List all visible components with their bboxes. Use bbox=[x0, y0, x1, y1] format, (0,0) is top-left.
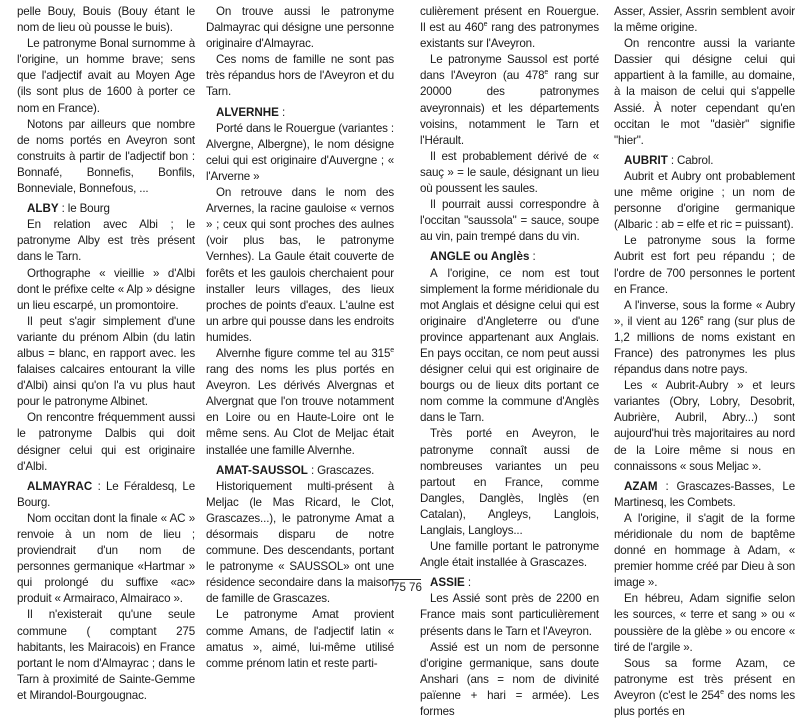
page-number-right: 76 bbox=[409, 581, 422, 594]
paragraph: Assié est un nom de personne d'origine germanique, sans doute Anshari (ans = nom de divinité païenne + hari = armée). Les formes bbox=[420, 640, 599, 719]
paragraph: Notons par ailleurs que nombre de noms portés en Aveyron sont construits à partir de l'adjectif bon : Bonnafé, Bonnefis, Bonfils, Bonneviale, Bonnefous, ... bbox=[17, 117, 195, 196]
place-names: : Grascazes. bbox=[307, 463, 375, 477]
paragraph: Ces noms de famille ne sont pas très répandus hors de l'Aveyron et du Tarn. bbox=[206, 53, 394, 99]
place-names: : bbox=[529, 250, 536, 264]
continued-paragraph: pelle Bouy, Bouis (Bouy étant le nom de lieu où pousse le buis). bbox=[17, 5, 195, 35]
place-names: : Cabrol. bbox=[667, 153, 714, 167]
entry-heading bbox=[614, 479, 795, 511]
entry-heading bbox=[17, 479, 195, 511]
paragraph: On rencontre aussi la variante Dassier qui désigne celui qui appartient à la famille, au domaine, à la maison de celui qui s'appelle Assié. À noter cependant qu'en occitan le mot "dasièr" signifie "hier". bbox=[614, 37, 795, 147]
ordinal-suffix: e bbox=[390, 347, 394, 355]
paragraph: On retrouve dans le nom des Arvernes, la racine gauloise « vernos » ; ceux qui sont proches des aulnes (voir plus bas, le patronyme Vernhes). La Gaule était couverte de forêts et les gaulois cherchaient pour installer leurs villages, des lieux proches de points d'eaux. L'aulne est un arbre qui pousse dans les endroits humides. bbox=[206, 186, 394, 344]
entry-heading bbox=[420, 575, 599, 591]
entry-heading bbox=[206, 105, 394, 121]
column-4 bbox=[614, 4, 795, 720]
paragraph: Sous sa forme Azam, ce patronyme est très présent en Aveyron (c'est le 254e des noms les plus portés en bbox=[614, 656, 795, 719]
paragraph: Porté dans le Rouergue (variantes : Alvergne, Albergne), le nom désigne celui qui est originaire d'Auvergne ; « l'Arverne » bbox=[206, 121, 394, 183]
paragraph: Les Assié sont près de 2200 en France mais sont particulièrement présents dans le Tarn et l'Aveyron. bbox=[420, 592, 599, 638]
surname-heading: ALMAYRAC bbox=[27, 479, 93, 493]
paragraph: Il pourrait aussi correspondre à l'occitan "saussola" = sauce, soupe au vin, pain trempé dans du vin. bbox=[420, 198, 599, 244]
paragraph: Une famille portant le patronyme Angle était installée à Grascazes. bbox=[420, 540, 599, 570]
place-names: : le Bourg bbox=[58, 202, 110, 216]
place-names: : Grascazes-Basses, Le Martinesq, les Combets. bbox=[614, 479, 795, 509]
paragraph: Nom occitan dont la finale « AC » renvoie à un nom de lieu ; proviendrait d'un nom de personnes germanique «Hartmar » qui prolongé du suffixe «ac» produit « Armairaco, Almairaco ». bbox=[17, 511, 195, 606]
entry-heading bbox=[17, 201, 195, 217]
ordinal-suffix: e bbox=[483, 21, 488, 29]
paragraph: Il est probablement dérivé de « sauç » = le saule, désignant un lieu où poussent les saules. bbox=[420, 149, 599, 196]
column-2 bbox=[206, 4, 394, 672]
place-names: : bbox=[464, 576, 471, 590]
entry-heading bbox=[420, 249, 599, 265]
paragraph: On trouve aussi le patronyme Dalmayrac qui désigne une personne originaire d'Almayrac. bbox=[206, 5, 394, 51]
paragraph: Aubrit et Aubry ont probablement une même origine ; un nom de personne d'origine germanique (Albaric : ab = elfe et ric = puissant). bbox=[614, 169, 795, 232]
paragraph: Le patronyme Saussol est porté dans l'Aveyron (au 478e rang sur 20000 des patronymes aveyronnais) et les départements voisins, notamment le Tarn et l'Hérault. bbox=[420, 53, 599, 147]
surname-heading: ALBY bbox=[27, 202, 59, 216]
paragraph: Le patronyme Bonal surnomme à l'origine, un homme brave; sens que l'adjectif avait au Moyen Age (ils sont plus de 1600 à porter ce nom en France). bbox=[17, 37, 195, 115]
paragraph: En hébreu, Adam signifie selon les sources, « terre et sang » ou « poussière de la glèbe » ou encore « tiré de l'argile ». bbox=[614, 592, 795, 654]
paragraph: Alvernhe figure comme tel au 315e rang des noms les plus portés en Aveyron. Les dérivés Alvergnas et Alvergnat que l'on trouve notamment en Loire ou en Haute-Loire ont le même sens. Au Clot de Meljac était installée une famille Alvernhe. bbox=[206, 346, 394, 457]
ordinal-suffix: e bbox=[544, 69, 549, 77]
paragraph: Il peut s'agir simplement d'une variante du prénom Albin (du latin albus = blanc, en rapport avec. les falaises calcaires entourant la ville d'Albi) ainsi qu'on l'a vu plus haut pour le patronyme Albinet. bbox=[17, 314, 195, 409]
place-names: : Le Féraldesq, Le Bourg. bbox=[17, 479, 195, 509]
paragraph: Historiquement multi-présent à Meljac (le Mas Ricard, le Clot, Grascazes...), le patronyme Amat a désormais disparu de notre commune. Des descendants, portant le patronyme « SAUSSOL» ont une résidence secondaire dans la maison de famille de Grascazes. bbox=[206, 479, 394, 606]
paragraph: Il n'existerait qu'une seule commune ( comptant 275 habitants, les Mairacois) en France portant le nom d'Almayrac ; dans le Tarn à proximité de Sainte-Gemme et Mirandol-Bourgougnac. bbox=[17, 608, 195, 702]
folio-rule bbox=[389, 579, 421, 580]
surname-heading: ASSIE bbox=[430, 576, 465, 590]
surname-heading: AUBRIT bbox=[624, 153, 668, 167]
surname-heading: AMAT-SAUSSOL bbox=[216, 463, 308, 477]
paragraph: Le patronyme Amat provient comme Amans, de l'adjectif latin « amatus », aimé, lui-même utilisé comme prénom latin et reste parti- bbox=[206, 608, 394, 670]
paragraph: On rencontre fréquemment aussi le patronyme Dalbis qui doit désigner celui qui est originaire d'Albi. bbox=[17, 411, 195, 473]
paragraph: Orthographe « vieillie » d'Albi dont le préfixe celte « Alp » désigne un lieu escarpé, un promontoire. bbox=[17, 266, 195, 312]
column-3 bbox=[420, 4, 599, 720]
entry-heading bbox=[614, 153, 795, 169]
paragraph: A l'inverse, sous la forme « Aubry », il vient au 126e rang (sur plus de 1,2 millions de noms existant en France) des patronymes les plus répandus dans notre pays. bbox=[614, 298, 795, 377]
surname-heading: ALVERNHE bbox=[216, 105, 279, 119]
paragraph: En relation avec Albi ; le patronyme Alby est très présent dans le Tarn. bbox=[17, 218, 195, 264]
entry-heading bbox=[206, 463, 394, 479]
ordinal-suffix: e bbox=[720, 689, 724, 697]
column-1 bbox=[17, 4, 195, 704]
surname-heading: AZAM bbox=[624, 479, 658, 493]
place-names: : bbox=[278, 105, 286, 119]
continued-paragraph: Asser, Assier, Assrin semblent avoir la même origine. bbox=[614, 5, 795, 35]
ordinal-suffix: e bbox=[699, 314, 704, 322]
continued-paragraph: culièrement présent en Rouergue. Il est au 460e rang des patronymes existants sur l'Aveyron. bbox=[420, 5, 600, 51]
surname-heading: ANGLE ou Anglès bbox=[430, 250, 530, 264]
paragraph: A l'origine, il s'agit de la forme méridionale du nom de baptême donné en hommage à Adam, « premier homme créé par Dieu à son image ». bbox=[614, 511, 795, 590]
paragraph: Très porté en Aveyron, le patronyme connaît aussi de nombreuses variantes un peu partout en France, comme Dangles, Danglès, Inglès (en Catalan), Angleys, Langlois, Langlais, Langloys... bbox=[420, 427, 599, 537]
paragraph: Les « Aubrit-Aubry » et leurs variantes (Obry, Lobry, Desobrit, Aubrière, Aubril, Abry...) sont aujourd'hui très majoritaires au nord de la Loire même si nous en connaissons « sous Meljac ». bbox=[614, 379, 795, 473]
page-number-left: 75 bbox=[393, 581, 406, 594]
paragraph: Le patronyme sous la forme Aubrit est fort peu répandu ; de l'ordre de 700 personnes le portent en France. bbox=[614, 234, 795, 296]
paragraph: A l'origine, ce nom est tout simplement la forme méridionale du mot Anglais et désigne celui qui est originaire d'Angleterre ou d'une province appartenant aux Anglais. En pays occitan, ce nom peut aussi désigner celui qui est originaire de bourgs ou de lieux dits portant ce nom comme la commune d'Anglès dans le Tarn. bbox=[420, 266, 599, 425]
